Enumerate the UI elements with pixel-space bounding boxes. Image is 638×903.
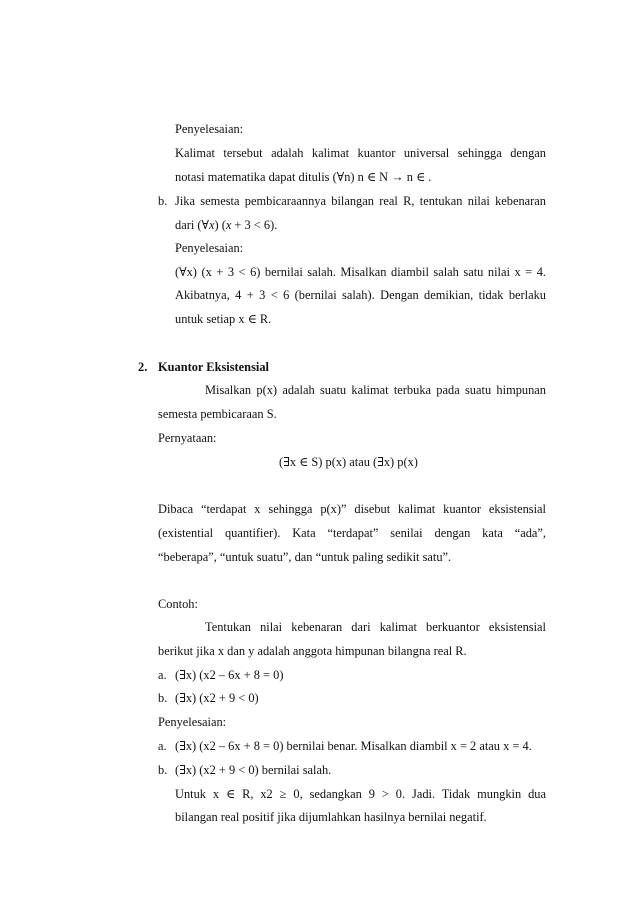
- q-b-var-2: x: [225, 218, 232, 232]
- q-b-mid: ) (: [214, 218, 226, 232]
- solution-b-line-3: untuk setiap x ∈ R.: [175, 312, 272, 326]
- solution-a-line-2: notasi matematika dapat ditulis (∀n) n ∈ N → n ∈ .: [175, 170, 432, 184]
- q-b-var-1: x: [208, 218, 215, 232]
- example-intro-line-1: Tentukan nilai kebenaran dari kalimat berkuantor eksistensial: [205, 620, 546, 634]
- sol-b-line-2: Untuk x ∈ R, x2 ≥ 0, sedangkan 9 > 0. Jadi. Tidak mungkin dua: [175, 787, 546, 801]
- section-number: 2.: [138, 360, 148, 374]
- definition-line-3: “beberapa”, “untuk suatu”, dan “untuk paling sedikit satu”.: [158, 550, 452, 564]
- item-a: (∃x) (x2 – 6x + 8 = 0): [175, 668, 284, 682]
- section-intro-line-2: semesta pembicaraan S.: [158, 407, 277, 421]
- sol-b-label: b.: [158, 763, 168, 777]
- section-title: Kuantor Eksistensial: [158, 360, 269, 374]
- solution-b-line-2: Akibatnya, 4 + 3 < 6 (bernilai salah). Dengan demikian, tidak berlaku: [175, 288, 546, 302]
- solution-a-line-1: Kalimat tersebut adalah kalimat kuantor universal sehingga dengan: [175, 146, 546, 160]
- definition-line-2: (existential quantifier). Kata “terdapat” senilai dengan kata “ada”,: [158, 526, 546, 540]
- example-heading: Contoh:: [158, 597, 198, 611]
- solution-heading-b: Penyelesaian:: [175, 241, 244, 255]
- item-b-label: b.: [158, 691, 168, 705]
- example-solution-heading: Penyelesaian:: [158, 715, 227, 729]
- sol-a-label: a.: [158, 739, 167, 753]
- q-b-prefix: dari (∀: [175, 218, 209, 232]
- sol-b: (∃x) (x2 + 9 < 0) bernilai salah.: [175, 763, 332, 777]
- question-b-line-1: Jika semesta pembicaraannya bilangan real R, tentukan nilai kebenaran: [175, 194, 546, 208]
- quantifier-formula: (∃x ∈ S) p(x) atau (∃x) p(x): [279, 455, 418, 469]
- sol-b-line-3: bilangan real positif jika dijumlahkan hasilnya bernilai negatif.: [175, 810, 487, 824]
- sol-a: (∃x) (x2 – 6x + 8 = 0) bernilai benar. Misalkan diambil x = 2 atau x = 4.: [175, 739, 532, 753]
- section-intro-line-1: Misalkan p(x) adalah suatu kalimat terbuka pada suatu himpunan: [205, 383, 546, 397]
- statement-label: Pernyataan:: [158, 431, 217, 445]
- example-intro-line-2: berikut jika x dan y adalah anggota himpunan bilangna real R.: [158, 644, 467, 658]
- list-label-b: b.: [158, 194, 168, 208]
- solution-heading-a: Penyelesaian:: [175, 122, 244, 136]
- definition-line-1: Dibaca “terdapat x sehingga p(x)” disebut kalimat kuantor eksistensial: [158, 502, 546, 516]
- q-b-suffix: + 3 < 6).: [231, 218, 278, 232]
- question-b-line-2: [175, 217, 277, 233]
- solution-b-line-1: (∀x) (x + 3 < 6) bernilai salah. Misalkan diambil salah satu nilai x = 4.: [175, 265, 546, 279]
- item-a-label: a.: [158, 668, 167, 682]
- item-b: (∃x) (x2 + 9 < 0): [175, 691, 259, 705]
